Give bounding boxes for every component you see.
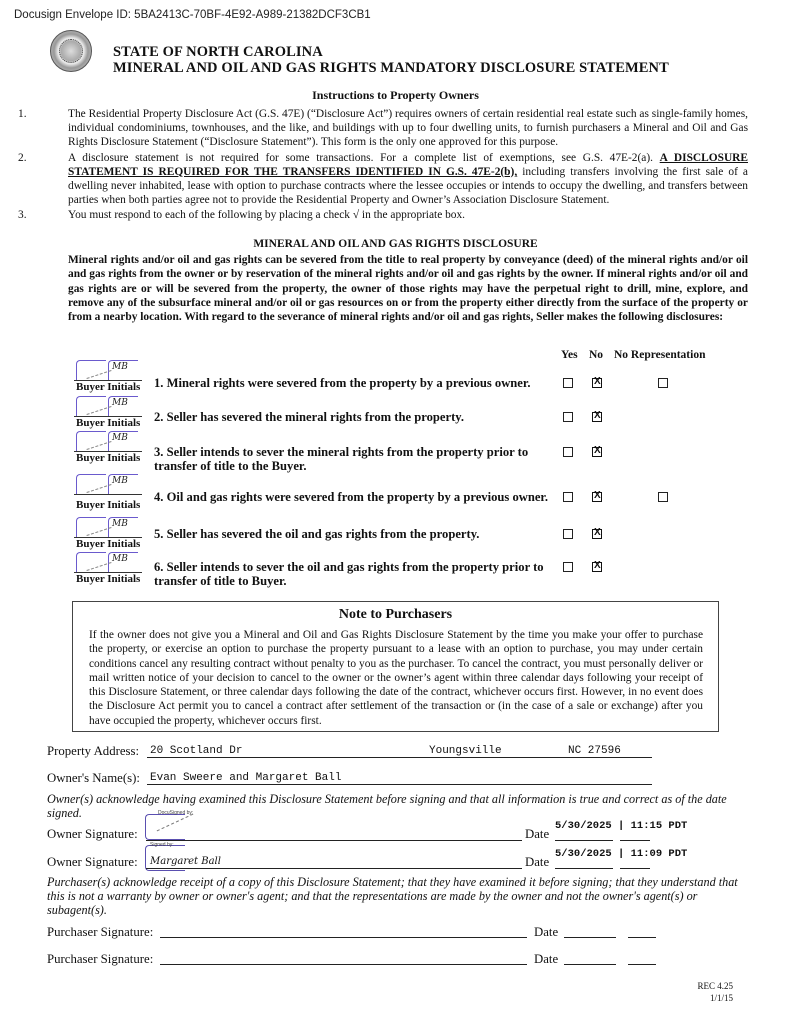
form-code-number: REC 4.25 xyxy=(697,981,733,991)
envelope-id: Docusign Envelope ID: 5BA2413C-70BF-4E92-A989-21382DCF3CB1 xyxy=(14,9,371,21)
question-text: 3. Seller intends to sever the mineral rights from the property prior to transfer of title to the Buyer. xyxy=(154,445,529,473)
column-header-no: No xyxy=(589,349,604,361)
note-text: If the owner does not give you a Mineral and Oil and Gas Rights Disclosure Statement by the time you make your offer to purchase the property, or exercise an option to purchase the property pursuant to a lease with an option to purchase, you may under certain conditions cancel any resulting contract without penalty to you as the purchaser. To cancel the contract, you must personally deliver or mail written notice of your decision to cancel to the owner or the owner’s agent within three calendar days following your receipt of this Disclosure Statement, or three calendar days following the date of the contract, whichever occurs first. However, in no event does the Disclosure Act permit you to cancel a contract after settlement of the transaction or (in the case of a sale or exchange) after you have occupied the property, whichever occurs first. xyxy=(89,629,703,727)
owner-signature-script: Margaret Ball xyxy=(150,856,221,867)
instruction-text xyxy=(68,151,748,208)
yes-checkbox[interactable] xyxy=(563,529,573,539)
buyer-initials-label: Buyer Initials xyxy=(76,573,141,585)
question-text: 1. Mineral rights were severed from the property by a previous owner. xyxy=(154,376,531,390)
no-checkbox[interactable] xyxy=(592,562,602,572)
disclosure-heading: MINERAL AND OIL AND GAS RIGHTS DISCLOSURE xyxy=(253,238,538,250)
yes-checkbox[interactable] xyxy=(563,412,573,422)
buyer-initials-label: Buyer Initials xyxy=(76,381,141,393)
state-seal-icon xyxy=(50,30,92,72)
instruction-text-part: A disclosure statement is not required for some transactions. For a complete list of exemptions, see G.S. 47E-2(a). xyxy=(68,151,660,164)
property-address-label: Property Address: xyxy=(47,744,140,758)
yes-checkbox[interactable] xyxy=(563,378,573,388)
property-city-value[interactable]: Youngsville xyxy=(429,745,502,757)
column-header-yes: Yes xyxy=(561,349,578,361)
purchaser-signature-label: Purchaser Signature: xyxy=(47,952,154,966)
buyer-initials-label: Buyer Initials xyxy=(76,417,141,429)
instruction-item xyxy=(18,151,748,208)
owner-date-label: Date xyxy=(525,855,550,869)
yes-checkbox[interactable] xyxy=(563,562,573,572)
instructions-list xyxy=(18,107,748,224)
purchaser-signature-line[interactable] xyxy=(160,964,527,965)
statute-reference-link: A DISCLOSURE STATEMENT IS REQUIRED FOR THE TRANSFERS IDENTIFIED IN G.S. 47E-2(b), xyxy=(68,151,748,178)
no-checkbox[interactable] xyxy=(592,447,602,457)
note-to-purchasers-box xyxy=(72,601,719,732)
initials-signature: MB xyxy=(112,476,128,486)
note-title: Note to Purchasers xyxy=(338,607,453,622)
purchaser-signature-label: Purchaser Signature: xyxy=(47,925,154,939)
no-checkbox[interactable] xyxy=(592,529,602,539)
instruction-number: 1. xyxy=(18,108,27,120)
owners-name-value[interactable]: Evan Sweere and Margaret Ball xyxy=(150,772,342,784)
document-title xyxy=(113,44,669,76)
owner-signature-label: Owner Signature: xyxy=(47,827,138,841)
owner-signature-line[interactable] xyxy=(146,840,522,841)
purchaser-acknowledgement: Purchaser(s) acknowledge receipt of a copy of this Disclosure Statement; that they have examined it before signing; that they understand that this is not a warranty by owner or owner's agent; and that the representations are made by the owner and not the owner's agent(s) or subagent(s). xyxy=(47,875,738,917)
question-text: 4. Oil and gas rights were severed from the property by a previous owner. xyxy=(154,490,549,504)
owner-signature-label: Owner Signature: xyxy=(47,855,138,869)
property-street-value[interactable]: 20 Scotland Dr xyxy=(150,745,243,757)
buyer-initials-field[interactable] xyxy=(74,356,146,393)
buyer-initials-label: Buyer Initials xyxy=(76,538,141,550)
owner-acknowledgement: Owner(s) acknowledge having examined this Disclosure Statement before signing and that all information is true and correct as of the date signed. xyxy=(47,792,727,820)
owner-year-line xyxy=(620,868,650,869)
initials-signature: MB xyxy=(112,519,128,529)
initials-signature: MB xyxy=(112,362,128,372)
no-checkbox[interactable] xyxy=(592,378,602,388)
instruction-text: The Residential Property Disclosure Act (G.S. 47E) (“Disclosure Act”) requires owners of certain residential real estate such as single-family homes, individual condominiums, townhouses, and the like, and buildings with up to four dwelling units, to furnish purchasers a Mineral and Oil and Gas Rights Disclosure Statement (“Disclosure Statement”). This form is the only one approved for this purpose. xyxy=(68,108,748,149)
purchaser-signature-line[interactable] xyxy=(160,937,527,938)
yes-checkbox[interactable] xyxy=(563,492,573,502)
buyer-initials-field[interactable] xyxy=(74,392,146,429)
purchaser-year-line[interactable] xyxy=(628,937,656,938)
buyer-initials-label: Buyer Initials xyxy=(76,452,141,464)
purchaser-date-line[interactable] xyxy=(564,937,616,938)
buyer-initials-label: Buyer Initials xyxy=(76,499,141,511)
buyer-initials-field[interactable] xyxy=(74,513,146,550)
owner-signed-timestamp: 5/30/2025 | 11:09 PDT xyxy=(555,848,688,860)
initials-signature: MB xyxy=(112,398,128,408)
owner-signed-timestamp: 5/30/2025 | 11:15 PDT xyxy=(555,820,688,832)
owner-year-line xyxy=(620,840,650,841)
form-code-date: 1/1/15 xyxy=(709,993,733,1003)
initials-signature: MB xyxy=(112,433,128,443)
no-representation-checkbox[interactable] xyxy=(658,378,668,388)
no-checkbox[interactable] xyxy=(592,412,602,422)
initials-underline xyxy=(74,494,142,495)
purchaser-year-line[interactable] xyxy=(628,964,656,965)
owner-signature-line[interactable] xyxy=(146,868,522,869)
instruction-text: You must respond to each of the following by placing a check √ in the appropriate box. xyxy=(68,209,466,222)
yes-checkbox[interactable] xyxy=(563,447,573,457)
instruction-item xyxy=(18,107,748,150)
purchaser-date-line[interactable] xyxy=(564,964,616,965)
owner-date-label: Date xyxy=(525,827,550,841)
question-text: 2. Seller has severed the mineral rights from the property. xyxy=(154,410,465,424)
question-text: 6. Seller intends to sever the oil and gas rights from the property prior to transfer of title to Buyer. xyxy=(154,560,544,588)
docusign-tag: Signed by: xyxy=(150,842,174,848)
question-text: 5. Seller has severed the oil and gas rights from the property. xyxy=(154,527,480,541)
title-line-1: STATE OF NORTH CAROLINA xyxy=(113,44,323,60)
instruction-number: 3. xyxy=(18,209,27,222)
property-state-zip-value[interactable]: NC 27596 xyxy=(568,745,621,757)
property-address-underline xyxy=(147,757,652,758)
owners-name-label: Owner's Name(s): xyxy=(47,771,140,785)
owner-date-line xyxy=(555,868,613,869)
purchaser-date-label: Date xyxy=(534,925,559,939)
no-checkbox[interactable] xyxy=(592,492,602,502)
instruction-text-part: including transfers involving the first sale of a dwelling never inhabited, lease with option to purchase contracts where the lessee occupies or intends to occupy the dwelling, and transfers between parties when both parties agree not to provide the Residential Property and Owner’s Association Disclosure Statement. xyxy=(68,165,748,207)
owner-date-line xyxy=(555,840,613,841)
buyer-initials-field[interactable] xyxy=(74,470,146,511)
instruction-item xyxy=(18,208,748,222)
buyer-initials-field[interactable] xyxy=(74,427,146,464)
buyer-initials-field[interactable] xyxy=(74,548,146,585)
disclosure-paragraph: Mineral rights and/or oil and gas rights can be severed from the title to real property by conveyance (deed) of the mineral rights and/or oil and gas rights from the owner or by reservation of the mineral rights and/or oil and gas rights by the owner. If mineral rights and/or oil and gas rights are or will be severed from the property, the owner of those rights may have the perpetual right to drill, mine, explore, and remove any of the subsurface mineral and/or oil or gas resources on or from the property either directly from the surface of the property or from a nearby location. With regard to the severance of mineral rights and/or oil and gas rights, Seller makes the following disclosures: xyxy=(68,254,748,324)
column-header-no-representation: No Representation xyxy=(614,349,706,361)
docusign-tag: DocuSigned by: xyxy=(158,810,194,816)
form-code xyxy=(697,980,733,1004)
initials-signature: MB xyxy=(112,554,128,564)
instructions-heading: Instructions to Property Owners xyxy=(312,88,479,102)
no-representation-checkbox[interactable] xyxy=(658,492,668,502)
purchaser-date-label: Date xyxy=(534,952,559,966)
instruction-number: 2. xyxy=(18,151,27,164)
title-line-2: MINERAL AND OIL AND GAS RIGHTS MANDATORY DISCLOSURE STATEMENT xyxy=(113,60,669,76)
owners-name-underline xyxy=(147,784,652,785)
